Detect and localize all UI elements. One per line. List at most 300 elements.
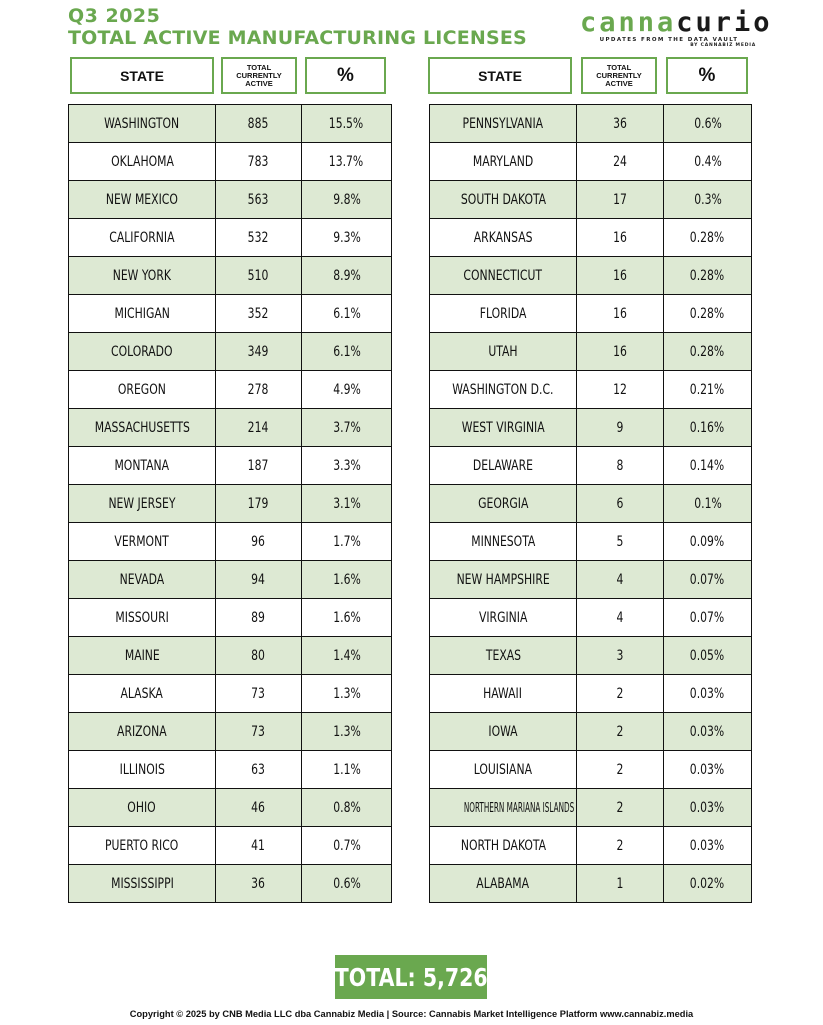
total-cell-text: 783	[248, 153, 269, 170]
pct-cell	[302, 865, 392, 903]
pct-cell-text: 0.03%	[690, 685, 725, 702]
right-license-table	[429, 104, 752, 903]
table-row	[69, 561, 392, 599]
table-row	[69, 333, 392, 371]
state-cell	[69, 865, 216, 903]
table-row	[69, 827, 392, 865]
state-cell-text: NEW MEXICO	[106, 191, 178, 208]
total-cell	[577, 713, 664, 751]
state-cell	[430, 827, 577, 865]
logo-byline: BY CANNABIZ MEDIA	[690, 43, 756, 48]
pct-cell	[302, 599, 392, 637]
total-cell	[577, 371, 664, 409]
pct-cell-text: 1.6%	[332, 571, 361, 588]
pct-cell	[664, 485, 752, 523]
total-cell-text: 510	[248, 267, 269, 284]
table-row	[430, 561, 752, 599]
total-cell-text: 89	[251, 609, 266, 626]
pct-cell-text: 0.02%	[690, 875, 725, 892]
left-table-body	[69, 105, 392, 903]
state-cell	[69, 143, 216, 181]
state-cell-text: NORTHERN MARIANA ISLANDS	[463, 800, 575, 816]
table-row	[69, 789, 392, 827]
state-cell-text: MISSOURI	[115, 609, 169, 626]
pct-cell-text: 0.09%	[690, 533, 725, 550]
total-cell	[577, 257, 664, 295]
total-cell-text: 80	[251, 647, 266, 664]
table-row	[430, 675, 752, 713]
pct-cell-text: 15.5%	[329, 115, 364, 132]
state-cell-text: NEVADA	[119, 571, 165, 588]
total-cell	[216, 105, 302, 143]
total-cell	[216, 371, 302, 409]
pct-cell	[302, 409, 392, 447]
state-cell-text: TEXAS	[485, 647, 521, 664]
pct-cell	[664, 105, 752, 143]
table-row	[430, 485, 752, 523]
pct-cell	[664, 675, 752, 713]
state-cell-text: NEW JERSEY	[108, 495, 176, 512]
pct-cell-text: 0.05%	[690, 647, 725, 664]
pct-cell	[664, 827, 752, 865]
pct-cell-text: 0.03%	[690, 799, 725, 816]
pct-cell-text: 0.14%	[690, 457, 725, 474]
total-cell	[577, 751, 664, 789]
state-cell	[69, 675, 216, 713]
state-cell	[430, 675, 577, 713]
state-cell	[430, 865, 577, 903]
pct-cell	[302, 637, 392, 675]
total-cell	[216, 827, 302, 865]
total-cell-text: 3	[616, 647, 624, 664]
pct-cell-text: 0.28%	[690, 343, 725, 360]
pct-cell-text: 6.1%	[332, 343, 361, 360]
total-cell-text: 214	[248, 419, 269, 436]
table-row	[430, 105, 752, 143]
total-cell-text: 2	[616, 837, 624, 854]
pct-cell	[302, 181, 392, 219]
total-cell	[577, 637, 664, 675]
state-cell-text: MINNESOTA	[470, 533, 536, 550]
pct-cell-text: 1.7%	[332, 533, 361, 550]
total-cell-text: 24	[613, 153, 627, 170]
pct-cell	[302, 713, 392, 751]
total-cell-text: 36	[251, 875, 266, 892]
pct-cell-text: 0.21%	[690, 381, 725, 398]
pct-cell	[664, 751, 752, 789]
copyright-footer: Copyright © 2025 by CNB Media LLC dba Cannabiz Media | Source: Cannabis Market Intelligence Platform www.cannabiz.media	[129, 1009, 694, 1019]
state-cell	[430, 371, 577, 409]
table-row	[430, 865, 752, 903]
total-cell-text: 1	[616, 875, 624, 892]
total-cell-text: 73	[251, 685, 266, 702]
total-cell-text: 16	[613, 229, 627, 246]
pct-cell-text: 9.3%	[332, 229, 361, 246]
state-cell	[69, 333, 216, 371]
total-cell	[577, 409, 664, 447]
total-cell-text: 2	[616, 723, 624, 740]
state-cell-text: NORTH DAKOTA	[460, 837, 546, 854]
total-cell	[577, 295, 664, 333]
state-cell	[430, 219, 577, 257]
pct-cell	[302, 219, 392, 257]
pct-cell	[664, 561, 752, 599]
total-cell	[216, 561, 302, 599]
pct-cell	[302, 485, 392, 523]
total-cell	[577, 181, 664, 219]
state-cell	[430, 637, 577, 675]
total-cell	[216, 295, 302, 333]
pct-cell-text: 6.1%	[332, 305, 361, 322]
state-cell	[430, 485, 577, 523]
state-cell	[69, 219, 216, 257]
report-period-title: Q3 2025	[68, 5, 161, 27]
pct-cell	[664, 523, 752, 561]
pct-cell-text: 0.16%	[690, 419, 725, 436]
state-cell	[430, 447, 577, 485]
total-cell-text: 63	[251, 761, 266, 778]
pct-cell	[302, 789, 392, 827]
total-cell	[216, 257, 302, 295]
table-row	[69, 181, 392, 219]
total-cell-text: 73	[251, 723, 266, 740]
table-row	[69, 409, 392, 447]
total-cell	[577, 789, 664, 827]
table-row	[69, 675, 392, 713]
state-cell	[69, 789, 216, 827]
pct-cell	[664, 637, 752, 675]
total-cell	[577, 561, 664, 599]
state-cell	[69, 181, 216, 219]
total-cell	[577, 219, 664, 257]
pct-cell	[664, 865, 752, 903]
pct-cell-text: 4.9%	[332, 381, 361, 398]
right-table-body	[430, 105, 752, 903]
table-row	[69, 295, 392, 333]
total-cell	[577, 485, 664, 523]
state-cell-text: PUERTO RICO	[105, 837, 179, 854]
grand-total-badge	[335, 955, 487, 999]
total-cell	[216, 143, 302, 181]
pct-cell-text: 0.03%	[690, 723, 725, 740]
total-cell-text: 352	[248, 305, 269, 322]
pct-cell	[664, 295, 752, 333]
pct-cell	[302, 257, 392, 295]
total-cell	[216, 865, 302, 903]
pct-cell	[302, 447, 392, 485]
table-row	[430, 523, 752, 561]
table-row	[430, 599, 752, 637]
logo-word-dark: curio	[676, 7, 773, 38]
pct-cell-text: 0.07%	[690, 571, 725, 588]
table-row	[69, 219, 392, 257]
state-cell-text: ALABAMA	[476, 875, 530, 892]
state-cell-text: NEW YORK	[112, 267, 172, 284]
total-cell	[577, 827, 664, 865]
total-cell-text: 96	[251, 533, 266, 550]
total-cell-text: 16	[613, 343, 627, 360]
logo-tagline: UPDATES FROM THE DATA VAULT	[599, 37, 739, 43]
table-row	[430, 219, 752, 257]
total-cell	[216, 219, 302, 257]
state-cell-text: DELAWARE	[472, 457, 534, 474]
pct-cell-text: 0.28%	[690, 229, 725, 246]
state-cell-text: MARYLAND	[472, 153, 534, 170]
pct-cell	[664, 789, 752, 827]
table-row	[69, 599, 392, 637]
total-cell-text: 16	[613, 267, 627, 284]
pct-cell-text: 1.1%	[332, 761, 361, 778]
state-cell	[430, 105, 577, 143]
state-cell	[69, 713, 216, 751]
pct-cell-text: 1.3%	[332, 685, 361, 702]
table-row	[430, 751, 752, 789]
pct-cell	[302, 561, 392, 599]
pct-cell-text: 3.1%	[332, 495, 361, 512]
pct-cell	[664, 333, 752, 371]
pct-cell	[302, 105, 392, 143]
state-cell-text: CONNECTICUT	[463, 267, 543, 284]
pct-cell	[664, 713, 752, 751]
state-cell	[430, 409, 577, 447]
table-row	[69, 713, 392, 751]
total-cell	[216, 523, 302, 561]
pct-cell	[302, 751, 392, 789]
state-cell	[430, 295, 577, 333]
pct-cell-text: 3.3%	[332, 457, 361, 474]
left-license-table	[68, 104, 392, 903]
table-row	[430, 295, 752, 333]
state-cell-text: MONTANA	[114, 457, 170, 474]
table-row	[69, 143, 392, 181]
table-row	[430, 371, 752, 409]
state-cell-text: MICHIGAN	[114, 305, 170, 322]
total-cell	[577, 333, 664, 371]
state-cell-text: GEORGIA	[477, 495, 529, 512]
state-cell-text: HAWAII	[483, 685, 523, 702]
pct-cell	[302, 333, 392, 371]
total-cell	[216, 409, 302, 447]
pct-cell	[664, 371, 752, 409]
total-cell-text: 4	[616, 609, 624, 626]
pct-cell-text: 8.9%	[332, 267, 361, 284]
total-cell	[577, 599, 664, 637]
state-cell-text: PENNSYLVANIA	[462, 115, 544, 132]
state-cell	[430, 713, 577, 751]
state-cell-text: LOUISIANA	[473, 761, 533, 778]
table-row	[430, 333, 752, 371]
total-cell-text: 8	[616, 457, 624, 474]
table-row	[69, 523, 392, 561]
state-cell-text: OREGON	[118, 381, 166, 398]
state-cell	[430, 143, 577, 181]
pct-cell-text: 0.3%	[693, 191, 722, 208]
total-cell-text: 2	[616, 799, 624, 816]
total-cell	[216, 181, 302, 219]
pct-cell	[302, 143, 392, 181]
table-row	[69, 485, 392, 523]
state-cell	[69, 561, 216, 599]
state-cell	[69, 599, 216, 637]
total-cell	[577, 865, 664, 903]
pct-cell-text: 3.7%	[332, 419, 361, 436]
state-cell-text: CALIFORNIA	[109, 229, 175, 246]
state-cell	[430, 561, 577, 599]
state-cell	[69, 371, 216, 409]
pct-cell-text: 0.4%	[693, 153, 722, 170]
table-row	[430, 713, 752, 751]
pct-cell-text: 9.8%	[332, 191, 361, 208]
total-cell	[216, 599, 302, 637]
total-cell-text: 94	[251, 571, 266, 588]
total-cell-text: 885	[248, 115, 269, 132]
state-cell-text: WASHINGTON	[104, 115, 180, 132]
total-cell	[577, 523, 664, 561]
pct-cell-text: 0.28%	[690, 305, 725, 322]
state-cell	[69, 295, 216, 333]
state-cell	[430, 257, 577, 295]
state-cell	[69, 409, 216, 447]
cannacurio-logo	[580, 7, 773, 48]
total-cell	[216, 447, 302, 485]
logo-word-green: canna	[580, 7, 677, 38]
state-cell	[430, 599, 577, 637]
table-row	[69, 865, 392, 903]
table-row	[430, 181, 752, 219]
total-cell-text: 16	[613, 305, 627, 322]
state-cell-text: WEST VIRGINIA	[461, 419, 545, 436]
pct-cell-text: 0.1%	[693, 495, 722, 512]
pct-cell-text: 0.03%	[690, 761, 725, 778]
pct-cell-text: 1.6%	[332, 609, 361, 626]
total-cell	[577, 143, 664, 181]
pct-cell	[664, 409, 752, 447]
table-row	[69, 105, 392, 143]
state-cell-text: MISSISSIPPI	[110, 875, 174, 892]
total-cell-text: 187	[248, 457, 269, 474]
state-cell-text: WASHINGTON D.C.	[452, 381, 554, 398]
state-cell-text: ARKANSAS	[473, 229, 533, 246]
grand-total-text: TOTAL: 5,726	[334, 962, 488, 992]
pct-cell	[664, 219, 752, 257]
total-cell-text: 12	[613, 381, 627, 398]
total-cell	[577, 447, 664, 485]
pct-cell-text: 0.6%	[332, 875, 361, 892]
state-cell-text: MAINE	[124, 647, 160, 664]
table-row	[430, 257, 752, 295]
state-cell-text: FLORIDA	[479, 305, 527, 322]
right-header-total: TOTAL CURRENTLY ACTIVE	[581, 57, 657, 94]
total-cell-text: 17	[613, 191, 627, 208]
total-cell	[216, 485, 302, 523]
pct-cell	[664, 257, 752, 295]
right-header-pct: %	[666, 57, 748, 94]
table-row	[69, 637, 392, 675]
total-cell-text: 36	[613, 115, 627, 132]
pct-cell-text: 1.4%	[332, 647, 361, 664]
total-cell	[216, 637, 302, 675]
total-cell	[216, 333, 302, 371]
state-cell-text: MASSACHUSETTS	[94, 419, 190, 436]
pct-cell-text: 0.7%	[332, 837, 361, 854]
pct-cell	[302, 523, 392, 561]
state-cell-text: UTAH	[488, 343, 518, 360]
state-cell-text: SOUTH DAKOTA	[460, 191, 546, 208]
total-cell-text: 41	[251, 837, 266, 854]
left-header-pct: %	[305, 57, 386, 94]
total-cell-text: 179	[248, 495, 269, 512]
total-cell-text: 278	[248, 381, 269, 398]
total-cell	[577, 675, 664, 713]
left-header-total: TOTAL CURRENTLY ACTIVE	[221, 57, 297, 94]
table-row	[430, 447, 752, 485]
total-cell	[216, 789, 302, 827]
state-cell-text: ARIZONA	[117, 723, 167, 740]
table-row	[430, 143, 752, 181]
total-cell-text: 2	[616, 761, 624, 778]
state-cell-text: ALASKA	[120, 685, 164, 702]
total-cell-text: 9	[616, 419, 624, 436]
table-row	[430, 409, 752, 447]
state-cell-text: OKLAHOMA	[110, 153, 174, 170]
state-cell	[430, 751, 577, 789]
pct-cell	[302, 675, 392, 713]
state-cell	[69, 637, 216, 675]
pct-cell-text: 0.8%	[332, 799, 361, 816]
total-cell	[216, 713, 302, 751]
pct-cell-text: 1.3%	[332, 723, 361, 740]
pct-cell-text: 0.28%	[690, 267, 725, 284]
logo-wordmark	[580, 7, 773, 38]
state-cell	[69, 523, 216, 561]
pct-cell	[664, 447, 752, 485]
total-cell-text: 532	[248, 229, 269, 246]
table-row	[430, 637, 752, 675]
state-cell	[69, 751, 216, 789]
total-cell	[216, 751, 302, 789]
table-row	[69, 257, 392, 295]
state-cell-text: ILLINOIS	[119, 761, 165, 778]
state-cell	[69, 485, 216, 523]
table-row	[69, 447, 392, 485]
pct-cell	[664, 143, 752, 181]
state-cell-text: OHIO	[127, 799, 157, 816]
total-cell-text: 6	[616, 495, 624, 512]
pct-cell	[664, 599, 752, 637]
total-cell-text: 5	[616, 533, 624, 550]
state-cell	[69, 257, 216, 295]
state-cell-text: VERMONT	[114, 533, 170, 550]
pct-cell	[302, 827, 392, 865]
state-cell-text: VIRGINIA	[478, 609, 528, 626]
state-cell-text: NEW HAMPSHIRE	[456, 571, 550, 588]
total-cell	[216, 675, 302, 713]
pct-cell-text: 0.6%	[693, 115, 722, 132]
state-cell	[69, 447, 216, 485]
state-cell-text: COLORADO	[111, 343, 173, 360]
state-cell	[430, 789, 577, 827]
pct-cell-text: 0.03%	[690, 837, 725, 854]
state-cell	[69, 827, 216, 865]
report-title: TOTAL ACTIVE MANUFACTURING LICENSES	[68, 27, 527, 49]
pct-cell	[302, 295, 392, 333]
table-row	[430, 789, 752, 827]
left-header-state: STATE	[70, 57, 214, 94]
table-row	[69, 751, 392, 789]
pct-cell	[302, 371, 392, 409]
state-cell-text: IOWA	[488, 723, 518, 740]
right-header-state: STATE	[428, 57, 572, 94]
